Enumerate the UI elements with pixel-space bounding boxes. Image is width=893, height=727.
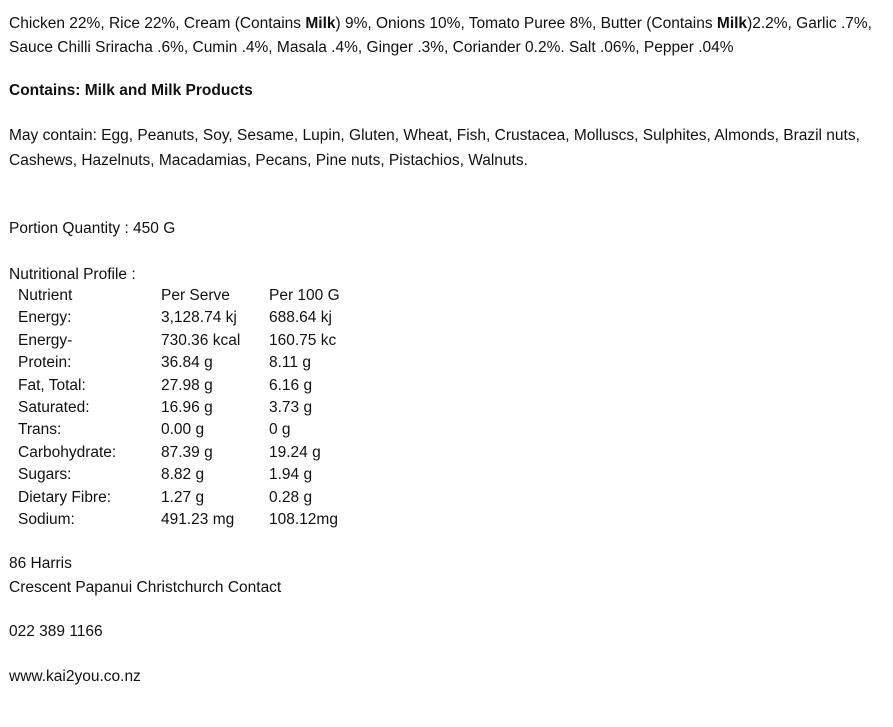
per-serve-value: 8.82 g — [161, 466, 205, 484]
per-100g-value: 6.16 g — [269, 376, 313, 394]
portion-quantity: Portion Quantity : 450 G — [9, 220, 176, 237]
per-100g-value: 1.94 g — [269, 466, 313, 484]
may-contain-statement: May contain: Egg, Peanuts, Soy, Sesame, Lupin, Gluten, Wheat, Fish, Crustacea, Molluscs, Sulphites, Almonds, Brazil nuts, Cashews, Hazelnuts, Macadamias, Pecans, Pine nuts, Pistachios, Walnuts. — [9, 127, 860, 169]
per-serve-value: 3,128.74 kj — [161, 309, 237, 327]
ingredients-text-1: Chicken 22%, Rice 22%, Cream (Contains — [9, 15, 306, 32]
per-100g-value: 108.12mg — [269, 511, 338, 529]
per-serve-value: 36.84 g — [161, 354, 213, 372]
nutrient-name: Sugars: — [18, 466, 72, 484]
nutrient-name: Dietary Fibre: — [18, 488, 112, 506]
nutrient-name: Energy- — [18, 331, 73, 349]
table-row — [18, 487, 359, 509]
allergen-milk-1: Milk — [305, 15, 336, 32]
nutrient-name: Carbohydrate: — [18, 443, 117, 461]
per-serve-value: 491.23 mg — [161, 511, 235, 529]
per-serve-value: 87.39 g — [161, 443, 213, 461]
product-info-document — [9, 12, 889, 689]
contains-statement: Contains: Milk and Milk Products — [9, 82, 253, 99]
per-100g-value: 688.64 kj — [269, 309, 332, 327]
header-nutrient: Nutrient — [18, 287, 73, 304]
nutrient-name: Energy: — [18, 309, 72, 327]
ingredients-text-2: ) 9%, Onions 10%, Tomato Puree 8%, Butter (Contains — [335, 15, 717, 32]
nutrient-name: Protein: — [18, 354, 72, 372]
table-row — [18, 307, 359, 329]
allergen-milk-2: Milk — [716, 15, 748, 32]
per-serve-value: 0.00 g — [161, 421, 205, 439]
header-per-serve: Per Serve — [161, 287, 230, 304]
table-row — [18, 419, 359, 441]
address-line-1: 86 Harris — [9, 555, 72, 573]
ingredients-text-3: )2.2%, Garlic .7%, Sauce Chilli Sriracha .6%, Cumin .4%, Masala .4%, Ginger .3%, Coriander 0.2%. Salt .06%, Pepper .04% — [9, 15, 872, 56]
table-row — [18, 464, 359, 486]
table-row — [18, 397, 359, 419]
nutrition-header-row — [18, 285, 359, 307]
nutrient-name: Sodium: — [18, 511, 75, 529]
address-line-2: Crescent Papanui Christchurch Contact — [9, 579, 282, 597]
table-row — [18, 509, 359, 531]
nutrient-name: Saturated: — [18, 399, 90, 417]
per-serve-value: 1.27 g — [161, 488, 205, 506]
table-row — [18, 330, 359, 352]
website-url: www.kai2you.co.nz — [9, 668, 141, 686]
nutritional-profile-title: Nutritional Profile : — [9, 266, 136, 283]
nutrient-name: Trans: — [18, 421, 62, 439]
header-per-100g: Per 100 G — [269, 287, 340, 304]
ingredients-list — [9, 12, 889, 59]
per-100g-value: 160.75 kc — [269, 331, 337, 349]
per-100g-value: 8.11 g — [269, 354, 311, 372]
per-100g-value: 3.73 g — [269, 399, 313, 417]
table-row — [18, 352, 359, 374]
table-row — [18, 375, 359, 397]
per-serve-value: 730.36 kcal — [161, 331, 241, 349]
nutrition-table — [18, 285, 359, 531]
table-row — [18, 442, 359, 464]
per-serve-value: 16.96 g — [161, 399, 213, 417]
contact-phone: 022 389 1166 — [9, 623, 103, 641]
per-100g-value: 0 g — [269, 421, 291, 439]
per-100g-value: 19.24 g — [269, 443, 321, 461]
per-100g-value: 0.28 g — [269, 488, 313, 506]
nutrient-name: Fat, Total: — [18, 376, 86, 394]
per-serve-value: 27.98 g — [161, 376, 213, 394]
